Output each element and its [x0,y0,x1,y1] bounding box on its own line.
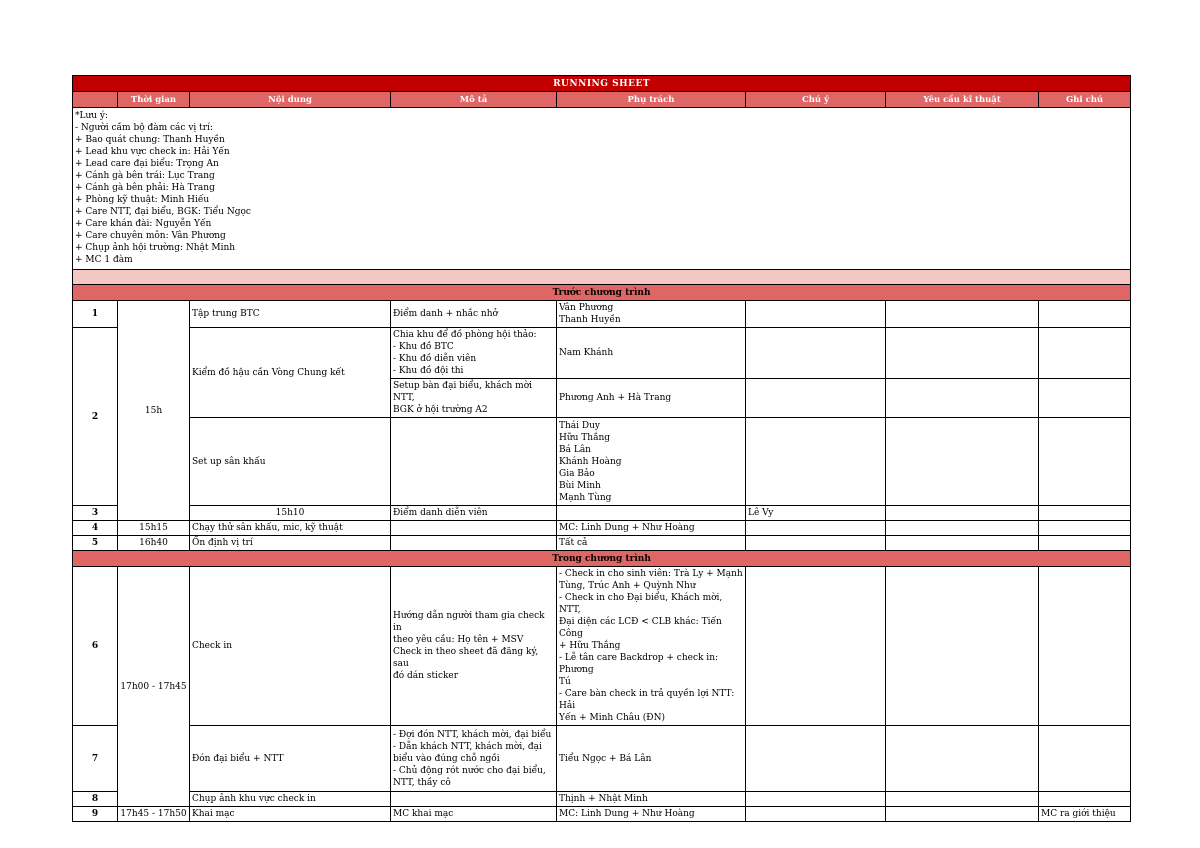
cell-yeu-cau [1039,506,1131,521]
note-line: + Lead khu vực check in: Hải Yến [75,147,230,157]
assignee: Mạnh Tùng [559,492,612,503]
cell-phu-trach: MC: Linh Dung + Như Hoàng [557,807,746,822]
cell-phu-trach [557,301,746,328]
cell-chu-y [886,506,1039,521]
note-line: + Care NTT, đại biểu, BGK: Tiểu Ngọc [75,207,251,217]
cell-stt: 9 [73,807,118,822]
cell-thoi-gian: 15h10 [190,506,391,521]
cell-thoi-gian: 15h15 [118,521,190,536]
running-sheet-table [72,75,1131,822]
cell-chu-y [746,328,886,379]
cell-yeu-cau [886,726,1039,792]
assignee: - Lễ tân care Backdrop + check in: Phương [559,653,719,675]
cell-yeu-cau [886,567,1039,726]
cell-chu-y [746,726,886,792]
cell-ghi-chu [1039,418,1131,506]
cell-thoi-gian: 17h45 - 17h50 [118,807,190,822]
cell-ghi-chu [1039,567,1131,726]
note-line: + Cánh gà bên trái: Lục Trang [75,171,215,181]
cell-mo-ta [391,418,557,506]
running-sheet [72,75,1130,822]
header-chu-y: Chú ý [746,92,886,108]
cell-ghi-chu [1039,521,1131,536]
desc-line: Setup bàn đại biểu, khách mời NTT, [393,381,533,403]
section-row-before [73,285,1131,301]
cell-stt: 2 [73,328,118,506]
table-row [73,567,1131,726]
cell-mo-ta [391,328,557,379]
cell-mo-ta: MC khai mạc [391,807,557,822]
cell-yeu-cau [886,807,1039,822]
assignee: Đại diện các LCĐ < CLB khác: Tiến Công [559,617,722,639]
note-line: + Bao quát chung: Thanh Huyền [75,135,225,145]
cell-chu-y [746,379,886,418]
cell-mo-ta [391,379,557,418]
cell-phu-trach: Phương Anh + Hà Trang [557,379,746,418]
assignee: Yến + Minh Châu (ĐN) [559,713,665,723]
desc-line: NTT, thầy cô [393,777,451,788]
cell-thoi-gian: 17h00 - 17h45 [118,567,190,807]
section-title-during: Trong chương trình [73,551,1131,567]
note-line: + MC 1 đàm [75,255,133,265]
assignee: - Check in cho sinh viên: Trà Ly + Mạnh [559,569,743,579]
cell-mo-ta [391,792,557,807]
cell-phu-trach: Lê Vy [746,506,886,521]
cell-yeu-cau [886,379,1039,418]
cell-ghi-chu [1039,792,1131,807]
notes-cell [73,108,1131,270]
header-ghi-chu: Ghi chú [1039,92,1131,108]
cell-stt: 7 [73,726,118,792]
desc-line: - Đợi đón NTT, khách mời, đại biểu [393,729,552,740]
cell-phu-trach: Nam Khánh [557,328,746,379]
cell-noi-dung: Điểm danh diễn viên [391,506,557,521]
cell-yeu-cau [886,536,1039,551]
assignee: - Care bàn check in trả quyền lợi NTT: Hải [559,689,735,711]
cell-stt: 4 [73,521,118,536]
cell-phu-trach: Tiểu Ngọc + Bá Lân [557,726,746,792]
cell-yeu-cau [886,418,1039,506]
note-line: + Care chuyên môn: Vân Phương [75,231,226,241]
note-line: + Care khán đài: Nguyễn Yến [75,219,212,229]
table-row [73,301,1131,328]
desc-line: theo yêu cầu: Họ tên + MSV [393,635,524,645]
assignee: Vân Phương [559,303,614,313]
desc-line: - Chủ động rót nước cho đại biểu, [393,765,546,776]
table-row [73,521,1131,536]
cell-thoi-gian: 15h [118,301,190,521]
notes-row [73,108,1131,270]
assignee: Thái Duy [559,420,601,431]
cell-thoi-gian: 16h40 [118,536,190,551]
cell-chu-y [746,301,886,328]
note-line: + Chụp ảnh hội trường: Nhật Minh [75,243,236,253]
cell-mo-ta [557,506,746,521]
cell-ghi-chu [1039,379,1131,418]
assignee: Bá Lân [559,444,591,455]
desc-line: - Dẫn khách NTT, khách mời, đại [393,741,542,752]
cell-ghi-chu [1039,536,1131,551]
header-mo-ta: Mô tả [391,92,557,108]
desc-line: biểu vào đúng chỗ ngồi [393,753,500,764]
desc-line: - Khu đồ BTC [393,342,454,352]
spacer-row [73,270,1131,285]
assignee: Bùi Minh [559,480,601,491]
cell-mo-ta [391,521,557,536]
note-line: + Lead care đại biểu: Trọng An [75,159,219,169]
table-row [73,726,1131,792]
cell-mo-ta [391,536,557,551]
note-line: - Người cầm bộ đàm các vị trí: [75,123,213,133]
header-stt [73,92,118,108]
table-row [73,328,1131,379]
cell-ghi-chu: MC ra giới thiệu [1039,807,1131,822]
cell-phu-trach: Thịnh + Nhật Minh [557,792,746,807]
table-row [73,807,1131,822]
assignee: + Hữu Thắng [559,641,621,651]
cell-noi-dung: Đón đại biểu + NTT [190,726,391,792]
cell-chu-y [746,792,886,807]
desc-line: Hướng dẫn người tham gia check in [393,611,545,633]
assignee: Hữu Thắng [559,432,611,443]
cell-stt: 5 [73,536,118,551]
cell-noi-dung: Chụp ảnh khu vực check in [190,792,391,807]
header-noi-dung: Nội dung [190,92,391,108]
note-line: + Phòng kỹ thuật: Minh Hiếu [75,195,210,205]
section-row-during [73,551,1131,567]
cell-mo-ta [391,567,557,726]
cell-chu-y [746,418,886,506]
header-thoi-gian: Thời gian [118,92,190,108]
desc-line: đó dán sticker [393,671,459,681]
section-title-before: Trước chương trình [73,285,1131,301]
cell-yeu-cau [886,328,1039,379]
cell-noi-dung: Ổn định vị trí [190,536,391,551]
cell-stt: 8 [73,792,118,807]
note-line: + Cánh gà bên phải: Hà Trang [75,183,215,193]
desc-line: Chia khu để đồ phòng hội thảo: [393,330,537,340]
cell-chu-y [746,521,886,536]
cell-ghi-chu [1039,301,1131,328]
desc-line: - Khu đồ diễn viên [393,354,477,364]
cell-phu-trach [557,418,746,506]
sheet-title: RUNNING SHEET [73,76,1131,92]
assignee: Khánh Hoàng [559,456,622,467]
cell-ghi-chu [1039,328,1131,379]
cell-noi-dung: Tập trung BTC [190,301,391,328]
desc-line: BGK ở hội trường A2 [393,405,488,415]
cell-mo-ta: Điểm danh + nhắc nhở [391,301,557,328]
desc-line: Check in theo sheet đã đăng ký, sau [393,647,539,669]
header-phu-trach: Phụ trách [557,92,746,108]
assignee: Thanh Huyền [559,315,621,325]
cell-mo-ta [391,726,557,792]
desc-line: - Khu đồ đội thi [393,366,464,376]
table-row [73,418,1131,506]
table-row [73,536,1131,551]
assignee: Gia Bảo [559,468,595,479]
cell-phu-trach: Tất cả [557,536,746,551]
cell-yeu-cau [886,301,1039,328]
title-row [73,76,1131,92]
cell-yeu-cau [886,521,1039,536]
header-yeu-cau-ki-thuat: Yêu cầu kĩ thuật [886,92,1039,108]
cell-stt: 3 [73,506,118,521]
cell-phu-trach [557,567,746,726]
assignee: Tú [559,677,571,687]
cell-noi-dung: Set up sân khấu [190,418,391,506]
cell-noi-dung: Kiểm đồ hậu cần Vòng Chung kết [190,328,391,418]
cell-chu-y [746,807,886,822]
spacer-cell [73,270,1131,285]
cell-phu-trach: MC: Linh Dung + Như Hoàng [557,521,746,536]
assignee: Tùng, Trúc Anh + Quỳnh Như [559,581,696,591]
cell-noi-dung: Chạy thử sân khấu, mic, kỹ thuật [190,521,391,536]
assignee: - Check in cho Đại biểu, Khách mời, NTT, [559,593,723,615]
cell-ghi-chu [1039,726,1131,792]
header-row [73,92,1131,108]
table-row [73,506,1131,521]
cell-stt: 1 [73,301,118,328]
cell-noi-dung: Check in [190,567,391,726]
cell-chu-y [746,536,886,551]
cell-yeu-cau [886,792,1039,807]
cell-stt: 6 [73,567,118,726]
cell-noi-dung: Khai mạc [190,807,391,822]
table-row [73,792,1131,807]
cell-chu-y [746,567,886,726]
note-line: *Lưu ý: [75,111,109,121]
